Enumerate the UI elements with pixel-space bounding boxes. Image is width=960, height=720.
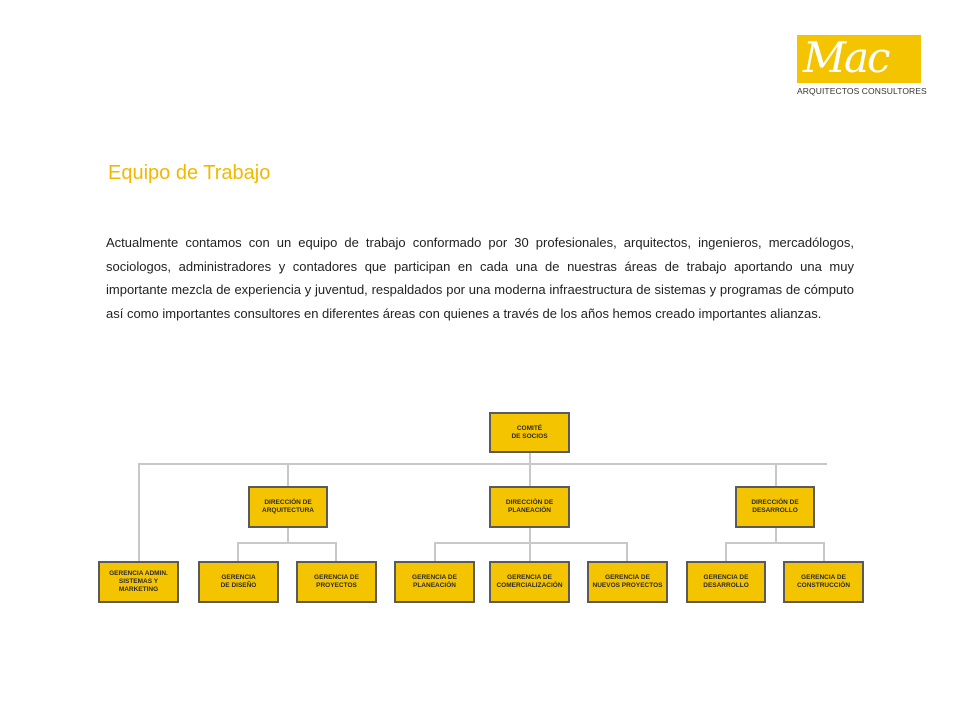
connector-line [529, 542, 531, 562]
org-box-gerencia-proyectos: GERENCIA DE PROYECTOS [296, 561, 377, 603]
connector-line [237, 542, 337, 544]
org-box-comite: COMITÉ DE SOCIOS [489, 412, 570, 453]
connector-line [434, 542, 436, 562]
connector-line [287, 527, 289, 543]
page-title: Equipo de Trabajo [108, 162, 271, 184]
connector-line [725, 542, 825, 544]
org-box-gerencia-planeacion: GERENCIA DE PLANEACIÓN [394, 561, 475, 603]
connector-line [823, 542, 825, 562]
connector-line [775, 527, 777, 543]
connector-line [529, 463, 531, 487]
connector-line [725, 542, 727, 562]
connector-line [775, 463, 777, 487]
org-box-gerencia-nuevos-proyectos: GERENCIA DE NUEVOS PROYECTOS [587, 561, 668, 603]
connector-line [335, 542, 337, 562]
org-box-gerencia-comercializacion: GERENCIA DE COMERCIALIZACIÓN [489, 561, 570, 603]
logo-subtitle: ARQUITECTOS CONSULTORES [797, 86, 927, 96]
org-box-gerencia-admin: GERENCIA ADMIN. SISTEMAS Y MARKETING [98, 561, 179, 603]
connector-line [626, 542, 628, 562]
connector-line [138, 463, 140, 562]
connector-line [287, 463, 289, 487]
org-box-gerencia-diseno: GERENCIA DE DISEÑO [198, 561, 279, 603]
connector-line [434, 542, 628, 544]
org-box-gerencia-construccion: GERENCIA DE CONSTRUCCIÓN [783, 561, 864, 603]
connector-line [237, 542, 239, 562]
org-box-gerencia-desarrollo: GERENCIA DE DESARROLLO [686, 561, 766, 603]
org-box-direccion-desarrollo: DIRECCIÓN DE DESARROLLO [735, 486, 815, 528]
connector-line [529, 527, 531, 543]
intro-paragraph: Actualmente contamos con un equipo de trabajo conformado por 30 profesionales, arquitectos, ingenieros, mercadólogos, sociologos, administradores y contadores que participan en cada una de nuestras áreas de trabajo aportando una muy importante mezcla de experiencia y juventud, respaldados por una moderna infraestructura de sistemas y programas de cómputo así como importantes consultores en diferentes áreas con quienes a través de los años hemos creado importantes alianzas. [106, 235, 854, 321]
connector-line [138, 463, 827, 465]
org-box-direccion-arquitectura: DIRECCIÓN DE ARQUITECTURA [248, 486, 328, 528]
logo-mark: Mac [803, 33, 889, 82]
org-box-direccion-planeacion: DIRECCIÓN DE PLANEACIÓN [489, 486, 570, 528]
